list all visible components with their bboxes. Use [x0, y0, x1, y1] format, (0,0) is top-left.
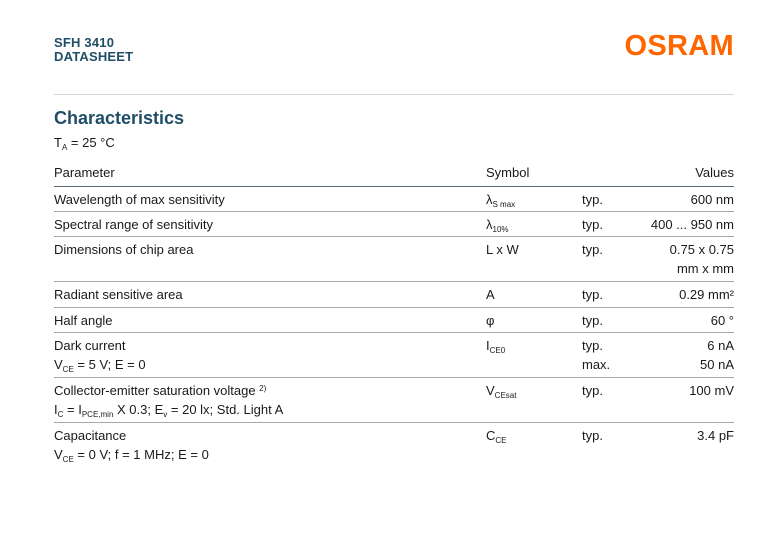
- value-cell: [670, 240, 734, 278]
- qualifier-typ: typ.: [582, 338, 603, 353]
- qualifier-cell: typ.: [582, 242, 603, 257]
- symbol-cell: φ: [486, 313, 495, 328]
- symbol-cell: [486, 215, 509, 234]
- qualifier-cell: typ.: [582, 313, 603, 328]
- qualifier-cell: typ.: [582, 287, 603, 302]
- parameter-condition: [54, 400, 283, 419]
- parameter-cell: Dimensions of chip area: [54, 242, 194, 257]
- value-cell: 0.29 mm²: [679, 287, 734, 302]
- symbol-main: V: [486, 383, 495, 398]
- cond-text: = 0 V; f = 1 MHz; E = 0: [73, 447, 209, 462]
- parameter-cell: Half angle: [54, 313, 113, 328]
- value-unit-line: mm x mm: [676, 261, 734, 276]
- qualifier-cell: typ.: [582, 383, 603, 398]
- table-row: [54, 237, 734, 282]
- table-row: [54, 282, 734, 308]
- symbol-sub: 10%: [492, 225, 509, 234]
- cond-symbol: V: [54, 447, 63, 462]
- table-row: [54, 423, 734, 467]
- table-row: [54, 333, 734, 378]
- value-line: 0.75 x 0.75: [669, 242, 734, 257]
- condition-symbol-sub: A: [61, 143, 68, 152]
- table-header-row: [54, 160, 734, 187]
- parameter-condition: [54, 355, 146, 374]
- cond-symbol-sub: C: [57, 410, 64, 419]
- value-max: 50 nA: [700, 357, 734, 372]
- value-typ: 6 nA: [707, 338, 734, 353]
- test-condition: [54, 135, 115, 150]
- parameter-condition: [54, 445, 209, 464]
- qualifier-cell: typ.: [582, 217, 603, 232]
- symbol-sub: CE0: [489, 346, 506, 355]
- cond-text: = I: [63, 402, 82, 417]
- parameter-cell: Radiant sensitive area: [54, 287, 183, 302]
- characteristics-table: [54, 160, 734, 467]
- table-row: [54, 212, 734, 237]
- table-row: [54, 308, 734, 333]
- parameter-cell: [54, 426, 209, 464]
- symbol-cell: [486, 190, 515, 209]
- cond-text-2: X 0.3; E: [113, 402, 164, 417]
- symbol-main: λ: [486, 192, 493, 207]
- document-type: DATASHEET: [54, 49, 134, 64]
- cond-text-sub: PCE,min: [81, 410, 114, 419]
- qualifier-cell: [582, 336, 610, 374]
- condition-symbol: T: [54, 135, 62, 150]
- parameter-cell: [54, 336, 146, 374]
- value-cell: 60 °: [710, 313, 734, 328]
- value-cell: 100 mV: [689, 383, 734, 398]
- header-parameter: Parameter: [54, 165, 115, 180]
- symbol-sub: CEsat: [494, 391, 517, 400]
- symbol-sub: S max: [492, 200, 516, 209]
- header-divider: [54, 94, 734, 95]
- table-row: [54, 378, 734, 423]
- symbol-main: C: [486, 428, 496, 443]
- cond-symbol: I: [54, 402, 58, 417]
- symbol-cell: L x W: [486, 242, 519, 257]
- value-cell: 400 ... 950 nm: [650, 217, 734, 232]
- symbol-main: I: [486, 338, 490, 353]
- value-cell: 3.4 pF: [697, 428, 734, 443]
- symbol-main: λ: [486, 217, 493, 232]
- cond-text: = 5 V; E = 0: [73, 357, 146, 372]
- qualifier-cell: typ.: [582, 192, 603, 207]
- table-row: [54, 187, 734, 212]
- symbol-cell: [486, 336, 505, 355]
- parameter-cell: Wavelength of max sensitivity: [54, 192, 225, 207]
- osram-logo: OSRAM: [624, 30, 734, 62]
- value-cell: [700, 336, 734, 374]
- qualifier-max: max.: [582, 357, 611, 372]
- cond-symbol: V: [54, 357, 63, 372]
- parameter-label: Dark current: [54, 338, 126, 353]
- document-header: [54, 36, 133, 64]
- cond-symbol-sub: CE: [62, 455, 74, 464]
- cond-symbol-sub: CE: [62, 365, 74, 374]
- symbol-cell: [486, 381, 516, 400]
- section-title: Characteristics: [54, 108, 185, 128]
- symbol-sub: CE: [495, 436, 507, 445]
- product-name: SFH 3410: [54, 35, 115, 50]
- parameter-label-text: Collector-emitter saturation voltage: [54, 383, 256, 398]
- symbol-cell: A: [486, 287, 495, 302]
- cond-text-3: = 20 lx; Std. Light A: [167, 402, 284, 417]
- parameter-cell: [54, 381, 283, 419]
- value-cell: 600 nm: [690, 192, 734, 207]
- footnote-ref: 2): [259, 384, 267, 393]
- qualifier-cell: typ.: [582, 428, 603, 443]
- parameter-label: Capacitance: [54, 428, 127, 443]
- parameter-cell: Spectral range of sensitivity: [54, 217, 213, 232]
- header-symbol: Symbol: [486, 165, 530, 180]
- header-values: Values: [695, 165, 734, 180]
- cond-text-2-sub: v: [163, 410, 168, 419]
- parameter-label: [54, 381, 283, 400]
- condition-value: = 25 °C: [67, 135, 115, 150]
- symbol-cell: [486, 426, 507, 445]
